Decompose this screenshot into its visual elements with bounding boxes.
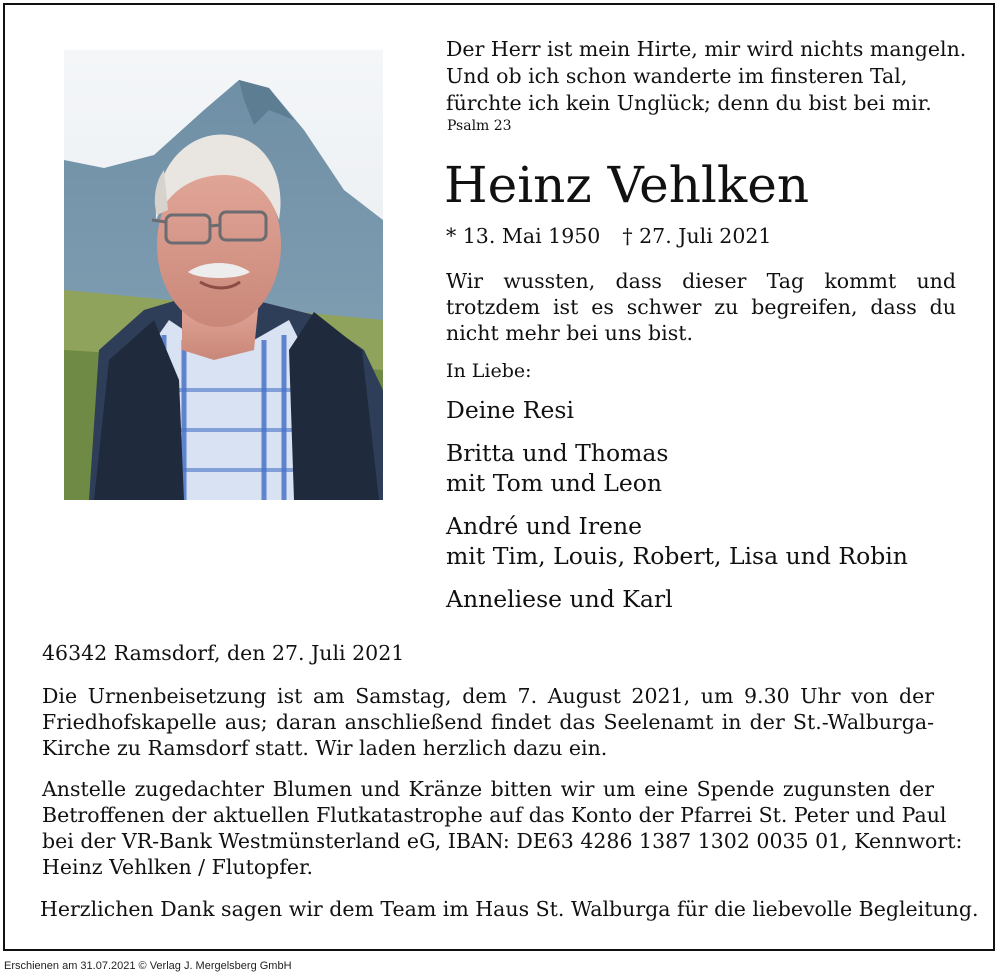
donation-line: bei der VR-Bank Westmünsterland eG, IBAN: DE63 4286 1387 1302 0035 01, Kennwort: xyxy=(42,829,963,853)
place-date: 46342 Ramsdorf, den 27. Juli 2021 xyxy=(42,641,405,665)
birth-date: * 13. Mai 1950 xyxy=(446,224,601,248)
psalm-line: fürchte ich kein Unglück; denn du bist bei mir. xyxy=(446,91,932,115)
mourner-line: Anneliese und Karl xyxy=(446,585,673,613)
donation-line: Anstelle zugedachter Blumen und Kränze bitten wir um eine Spende zugunsten der xyxy=(42,777,934,801)
mourner-line: Britta und Thomas xyxy=(446,439,669,467)
quote-line: Wir wussten, dass dieser Tag kommt und xyxy=(446,269,956,293)
mourner-group xyxy=(446,395,574,425)
publication-footer: Erschienen am 31.07.2021 © Verlag J. Mergelsberg GmbH xyxy=(4,960,292,972)
quote-line: nicht mehr bei uns bist. xyxy=(446,321,694,345)
mourner-group xyxy=(446,511,908,571)
deceased-name: Heinz Vehlken xyxy=(444,156,810,214)
thanks-line: Herzlichen Dank sagen wir dem Team im Haus St. Walburga für die liebevolle Begleitung. xyxy=(40,897,979,921)
donation-paragraph xyxy=(42,776,963,880)
psalm-verse xyxy=(446,36,966,117)
mourner-group xyxy=(446,438,668,498)
funeral-line: Friedhofskapelle aus; daran anschließend findet das Seelenamt in der St.-Walburga- xyxy=(42,710,934,734)
mourner-group xyxy=(446,584,673,614)
funeral-line: Die Urnenbeisetzung ist am Samstag, dem 7. August 2021, um 9.30 Uhr von der xyxy=(42,684,934,708)
donation-line: Heinz Vehlken / Flutopfer. xyxy=(42,855,314,879)
psalm-line: Der Herr ist mein Hirte, mir wird nichts mangeln. xyxy=(446,37,967,61)
memorial-quote xyxy=(446,268,956,346)
death-date: † 27. Juli 2021 xyxy=(622,224,772,248)
portrait-photo xyxy=(64,50,383,500)
quote-line: trotzdem ist es schwer zu begreifen, dass du xyxy=(446,295,956,319)
mourner-line: André und Irene xyxy=(446,512,643,540)
mourner-line: mit Tim, Louis, Robert, Lisa und Robin xyxy=(446,542,908,570)
psalm-line: Und ob ich schon wanderte im finsteren Tal, xyxy=(446,64,908,88)
life-dates xyxy=(446,224,771,248)
in-liebe-label: In Liebe: xyxy=(446,360,532,382)
funeral-line: Kirche zu Ramsdorf statt. Wir laden herzlich dazu ein. xyxy=(42,736,608,760)
donation-line: Betroffenen der aktuellen Flutkatastrophe auf das Konto der Pfarrei St. Peter und Paul xyxy=(42,803,947,827)
psalm-reference: Psalm 23 xyxy=(447,118,512,134)
mourner-line: mit Tom und Leon xyxy=(446,469,663,497)
funeral-paragraph xyxy=(42,683,934,761)
mourner-line: Deine Resi xyxy=(446,396,574,424)
